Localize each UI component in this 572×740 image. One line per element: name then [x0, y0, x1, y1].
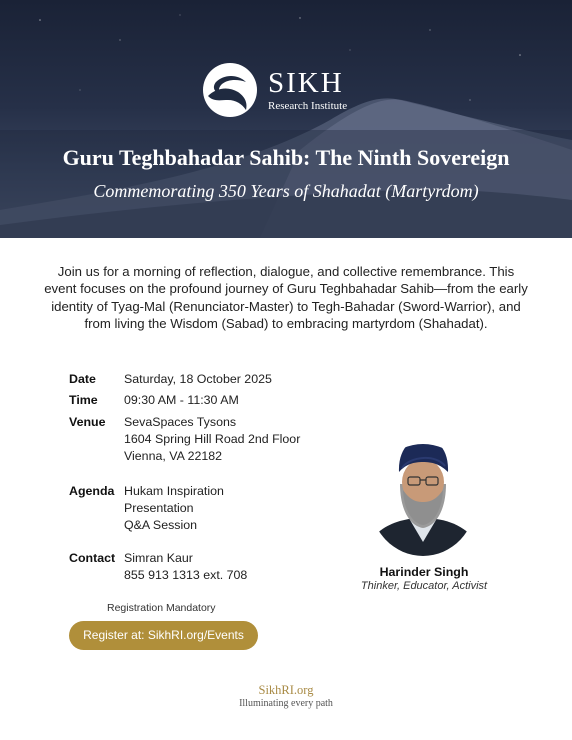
registration-note: Registration Mandatory [107, 602, 216, 614]
agenda-item: Hukam Inspiration [124, 484, 224, 498]
event-subtitle: Commemorating 350 Years of Shahadat (Martyrdom) [93, 181, 479, 201]
sikhri-emblem-icon [202, 62, 258, 118]
speaker-role: Thinker, Educator, Activist [360, 580, 488, 592]
time-value: 09:30 AM - 11:30 AM [124, 393, 239, 407]
sikhri-logo [202, 62, 347, 118]
date-label: Date [69, 372, 96, 386]
venue-line: Vienna, VA 22182 [124, 448, 223, 463]
event-title: Guru Teghbahadar Sahib: The Ninth Sovereign [62, 145, 510, 170]
contact-phone: 855 913 1313 ext. 708 [124, 567, 248, 582]
contact-name: Simran Kaur [124, 551, 193, 565]
footer-brand[interactable]: SikhRI.org [258, 683, 314, 697]
agenda-label: Agenda [69, 484, 115, 498]
logo-subtitle: Research Institute [268, 99, 348, 112]
time-label: Time [69, 393, 98, 407]
venue-label: Venue [69, 415, 106, 429]
hero-banner [0, 0, 572, 238]
venue-line: 1604 Spring Hill Road 2nd Floor [124, 431, 301, 446]
agenda-item: Q&A Session [124, 517, 198, 532]
agenda-item: Presentation [124, 500, 194, 515]
logo-wordmark: SIKH [268, 66, 344, 99]
contact-label: Contact [69, 551, 116, 565]
event-description: Join us for a morning of reflection, dialogue, and collective remembrance. This event focuses on the profound journey of Guru Teghbahadar Sahib—from the early identity of Tyag-Mal (Renunciator-Master) to Tegh-Bahadar (Sword-Warrior), and from living the Wisdom (Sabad) to embracing martyrdom (Shahadat). [44, 264, 528, 332]
footer-tagline: Illuminating every path [239, 698, 333, 709]
date-value: Saturday, 18 October 2025 [124, 372, 272, 386]
venue-line: SevaSpaces Tysons [124, 415, 237, 429]
register-button[interactable]: Register at: SikhRI.org/Events [69, 621, 258, 650]
speaker-portrait [370, 430, 476, 556]
speaker-name: Harinder Singh [379, 565, 469, 579]
desert-night-background [0, 0, 572, 238]
